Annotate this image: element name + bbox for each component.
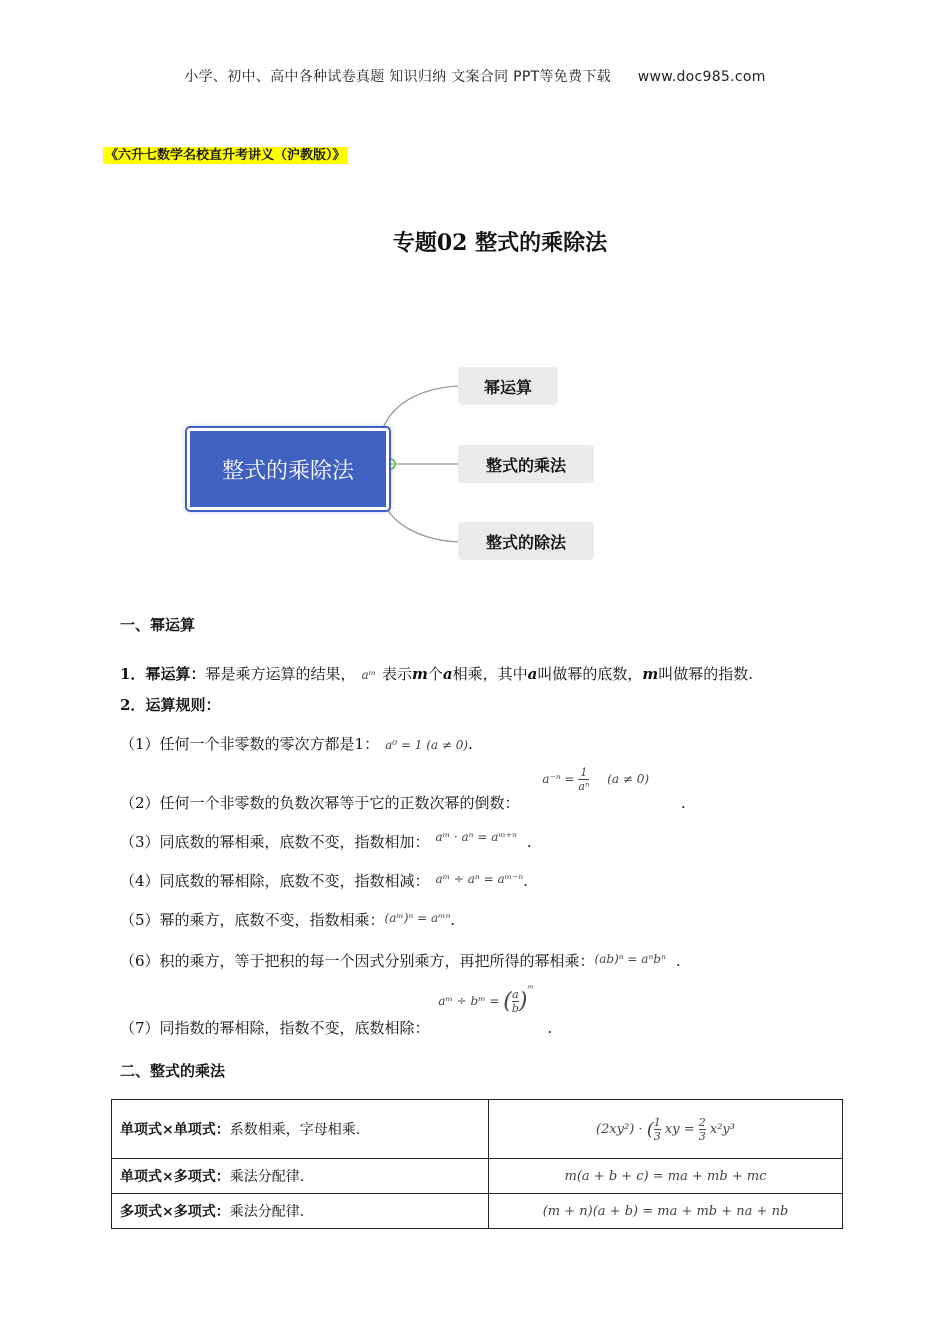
p1-formula: aᵐ [361,668,376,682]
rule-2-text: （2）任何一个非零数的负数次幂等于它的正数次幂的倒数： [120,794,520,812]
mindmap-branch-division[interactable]: 整式的除法 [458,522,594,560]
row-1-frac-2-den: 3 [698,1129,706,1143]
rule-3-end: . [526,833,532,851]
p1-text-b: 表示 [381,665,412,683]
row-2-desc: 乘法分配律. [229,1169,305,1185]
p1-text-a: 幂是乘方运算的结果， [205,665,356,683]
p2-label: 运算规则： [145,696,221,714]
rule-7-exp: ᵐ [527,984,534,995]
row-1-frac-2 [699,1116,706,1143]
rule-3 [120,831,532,852]
table-row [112,1100,843,1159]
rule-7-fraction [512,988,519,1015]
p1-a2: a [527,665,538,683]
rule-7-end: . [547,1019,553,1037]
row-1-label: 单项式×单项式： [120,1122,230,1138]
rules-heading [120,694,220,715]
connector-power [383,386,458,428]
row-1-frac-2-num: 2 [698,1115,706,1129]
rule-2-formula [542,766,653,793]
rule-5 [120,909,455,930]
rule-4-text: （4）同底数的幂相除，底数不变，指数相减： [120,872,430,890]
table-row [112,1194,843,1229]
row-1-frac-1-den: 3 [653,1129,661,1143]
rule-4-formula: aᵐ ÷ aⁿ = aᵐ⁻ⁿ [435,872,524,886]
p1-text-d: 相乘，其中 [452,665,528,683]
row-1-frac-1-num: 1 [653,1115,661,1129]
rule-1-end: . [468,735,473,753]
rule-5-text: （5）幂的乘方，底数不变，指数相乘： [120,911,385,929]
rule-3-formula: aᵐ · aⁿ = aᵐ⁺ⁿ [435,830,517,844]
row-1-frac-1 [654,1116,661,1143]
mindmap-branch-power[interactable]: 幂运算 [458,367,558,405]
rule-2-fraction [578,766,589,793]
series-label: 《六升七数学名校直升考讲义（沪教版）》 [105,148,346,163]
row-3-desc: 乘法分配律. [229,1204,305,1220]
rule-6 [120,950,681,971]
p1-text-c: 个 [427,665,443,683]
rule-2-frac-den: aⁿ [578,780,590,793]
rule-6-text: （6）积的乘方，等于把积的每一个因式分别乘方，再把所得的幂相乘： [120,952,595,970]
p1-num: 1． [120,665,146,683]
p2-num: 2． [120,696,146,714]
p1-a: a [442,665,453,683]
mindmap-branch-multiplication[interactable]: 整式的乘法 [458,445,594,483]
table-cell-label [112,1159,489,1194]
rule-7-frac-num: a [512,988,519,1001]
rule-2 [120,766,686,812]
rule-1 [120,733,473,754]
rule-1-text: （1）任何一个非零数的零次方都是1： [120,735,380,753]
row-1-formula-c: x²y³ [709,1121,735,1137]
row-2-label: 单项式×多项式： [120,1169,230,1185]
mindmap-central-node[interactable]: 整式的乘除法 [187,428,389,510]
table-cell-label [112,1100,489,1159]
p1-text-f: 叫做幂的指数. [658,665,754,683]
rule-4-end: . [523,872,528,890]
rule-7-formula: aᵐ ÷ bᵐ = ( $\frac{a}{b}$ )$^ᵐ$ [438,984,534,1015]
row-1-formula-b: xy = [664,1121,695,1137]
section-heading-power: 一、幂运算 [120,616,196,634]
rule-7-frac-den: b [511,1002,519,1015]
row-3-formula: (m + n)(a + b) = ma + mb + na + nb [489,1194,843,1229]
rule-2-frac-num: 1 [578,766,589,780]
p1-m: m [412,665,428,683]
table-row [112,1159,843,1194]
row-1-desc: 系数相乘，字母相乘. [229,1122,361,1138]
rule-2-rhs: (a ≠ 0) [607,772,650,786]
rule-2-lhs: a⁻ⁿ = [542,772,575,786]
connector-div [383,502,458,542]
row-3-label: 多项式×多项式： [120,1204,230,1220]
rule-4 [120,870,528,891]
table-cell-formula: (2xy²) · ( $\frac{1}{3}$ xy = $\frac{2}{3}$ x²y³ [489,1100,843,1159]
rule-1-formula: a⁰ = 1 (a ≠ 0) [385,738,469,752]
row-2-formula: m(a + b + c) = ma + mb + mc [489,1159,843,1194]
definition-line [120,663,753,684]
rule-7-text: （7）同指数的幂相除，指数不变，底数相除： [120,1019,430,1037]
header-url[interactable]: www.doc985.com [637,69,766,85]
rule-5-formula: (aᵐ)ⁿ = aᵐⁿ [384,911,451,925]
rule-5-end: . [450,911,456,929]
header-text: 小学、初中、高中各种试卷真题 知识归纳 文案合同 PPT等免费下载 [184,69,611,85]
rule-7 [120,984,553,1037]
table-cell-label [112,1194,489,1229]
rule-2-end: . [680,794,686,812]
p1-m2: m [642,665,659,683]
rule-6-end: . [675,952,681,970]
multiplication-table [111,1099,843,1229]
site-header [0,66,950,86]
p1-label: 幂运算： [145,665,206,683]
section-heading-multiplication: 二、整式的乘法 [120,1062,226,1080]
page-title: 专题02 整式的乘除法 [392,230,608,256]
rule-3-text: （3）同底数的幂相乘，底数不变，指数相加： [120,833,430,851]
rule-7-lhs: aᵐ ÷ bᵐ = [438,994,500,1008]
rule-6-formula: (ab)ⁿ = aⁿbⁿ [594,952,666,966]
p1-text-e: 叫做幂的底数， [537,665,643,683]
row-1-formula-a: (2xy²) · [596,1121,643,1137]
